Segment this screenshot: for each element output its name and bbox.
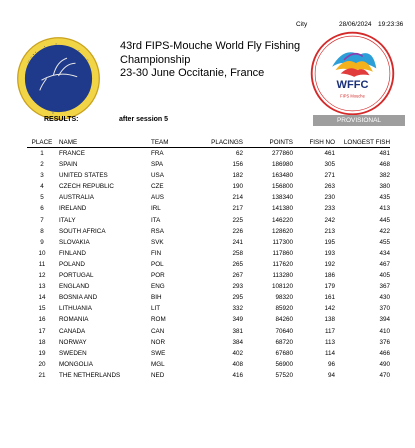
championship-title: [120, 40, 310, 81]
table-row: [27, 226, 390, 237]
name-cell: CZECH REPUBLIC: [59, 183, 114, 191]
team-cell: ROM: [151, 316, 166, 324]
longest-fish-cell: 434: [379, 249, 390, 257]
fish-no-cell: 161: [324, 294, 335, 302]
name-cell: PORTUGAL: [59, 272, 94, 280]
table-row: [27, 237, 390, 248]
points-cell: 70640: [275, 327, 293, 335]
table-row: [27, 159, 390, 170]
team-cell: POR: [151, 272, 165, 280]
points-cell: 156800: [271, 183, 293, 191]
place-cell: 6: [40, 205, 44, 213]
table-row: [27, 192, 390, 203]
name-cell: ENGLAND: [59, 283, 90, 291]
wffc-text: WFFC: [336, 78, 369, 91]
placings-cell: 226: [232, 227, 243, 235]
table-row: [27, 348, 390, 359]
place-cell: 12: [38, 272, 46, 280]
placings-cell: 384: [232, 338, 243, 346]
fish-no-cell: 96: [327, 360, 335, 368]
team-cell: CAN: [151, 327, 165, 335]
longest-fish-cell: 481: [379, 150, 390, 157]
place-cell: 13: [38, 283, 46, 291]
fish-no-cell: 179: [324, 283, 335, 291]
fish-no-cell: 142: [324, 305, 335, 313]
table-row: [27, 314, 390, 325]
placings-cell: 156: [232, 161, 243, 169]
fish-no-cell: 186: [324, 272, 335, 280]
name-cell: ROMANIA: [59, 316, 89, 324]
team-cell: SWE: [151, 349, 166, 357]
logo-text-bottom: de Pêche Sportive Mouche: [30, 94, 87, 115]
placings-cell: 381: [232, 327, 243, 335]
fish-no-cell: 271: [324, 172, 335, 180]
name-cell: ITALY: [59, 216, 76, 224]
place-cell: 11: [38, 260, 46, 268]
col-team: TEAM: [151, 138, 193, 148]
name-cell: FINLAND: [59, 249, 86, 257]
fish-no-cell: 305: [324, 161, 335, 169]
longest-fish-cell: 445: [379, 216, 390, 224]
table-row: [27, 359, 390, 370]
name-cell: POLAND: [59, 260, 85, 268]
points-cell: 67680: [275, 349, 293, 357]
table-row: [27, 181, 390, 192]
table-row: [27, 292, 390, 303]
placings-cell: 182: [232, 172, 243, 180]
points-cell: 117300: [272, 238, 293, 246]
table-row: [27, 270, 390, 281]
points-cell: 84260: [275, 316, 293, 324]
team-cell: SPA: [151, 161, 164, 169]
team-cell: MGL: [151, 360, 165, 368]
name-cell: MONGOLIA: [59, 360, 93, 368]
fish-no-cell: 242: [324, 216, 335, 224]
place-cell: 8: [40, 227, 44, 235]
longest-fish-cell: 467: [379, 260, 390, 268]
name-cell: SOUTH AFRICA: [59, 227, 106, 235]
print-time: 19:23:36: [378, 21, 404, 28]
place-cell: 3: [40, 172, 44, 180]
points-cell: 108120: [271, 283, 293, 291]
placings-cell: 214: [232, 194, 243, 202]
points-cell: 68720: [275, 338, 293, 346]
fish-no-cell: 461: [324, 150, 335, 157]
name-cell: NORWAY: [59, 338, 87, 346]
points-cell: 98320: [275, 294, 293, 302]
points-cell: 146220: [271, 216, 293, 224]
col-place: PLACE: [27, 138, 57, 148]
table-header-row: [27, 138, 390, 148]
team-cell: FRA: [151, 150, 164, 157]
name-cell: SPAIN: [59, 161, 78, 169]
name-cell: LITHUANIA: [59, 305, 92, 313]
results-table: [27, 138, 390, 381]
placings-cell: 332: [232, 305, 243, 313]
fish-no-cell: 138: [324, 316, 335, 324]
points-cell: 117620: [272, 260, 293, 268]
col-name: NAME: [57, 138, 151, 148]
placings-cell: 295: [232, 294, 243, 302]
longest-fish-cell: 466: [379, 349, 390, 357]
points-cell: 113280: [272, 272, 293, 280]
fish-no-cell: 114: [324, 349, 335, 357]
placings-cell: 349: [232, 316, 243, 324]
col-points: POINTS: [243, 138, 293, 148]
team-cell: FIN: [151, 249, 162, 257]
longest-fish-cell: 430: [379, 294, 390, 302]
place-cell: 20: [38, 360, 46, 368]
longest-fish-cell: 470: [379, 371, 390, 379]
longest-fish-cell: 394: [379, 316, 390, 324]
fish-no-cell: 230: [324, 194, 335, 202]
placings-cell: 258: [232, 249, 243, 257]
fish-no-cell: 213: [324, 227, 335, 235]
points-cell: 128620: [271, 227, 293, 235]
table-row: [27, 259, 390, 270]
placings-cell: 416: [232, 371, 243, 379]
longest-fish-cell: 376: [379, 338, 390, 346]
place-cell: 10: [38, 249, 46, 257]
title-dates: 23-30 June Occitanie, France: [120, 67, 265, 79]
place-cell: 19: [38, 349, 46, 357]
placings-cell: 241: [232, 238, 243, 246]
table-row: [27, 326, 390, 337]
points-cell: 277860: [271, 150, 293, 157]
fish-no-cell: 233: [324, 205, 335, 213]
table-row: [27, 281, 390, 292]
team-cell: NED: [151, 371, 165, 379]
place-cell: 18: [38, 338, 46, 346]
table-row: [27, 148, 390, 160]
city-label: City: [296, 21, 308, 28]
longest-fish-cell: 455: [379, 238, 390, 246]
longest-fish-cell: 422: [379, 227, 390, 235]
points-cell: 141380: [271, 205, 293, 213]
wffc-subtext: FIPS Mouche: [340, 93, 365, 99]
longest-fish-cell: 435: [379, 194, 390, 202]
place-cell: 1: [40, 150, 44, 157]
name-cell: SWEDEN: [59, 349, 87, 357]
name-cell: CANADA: [59, 327, 86, 335]
name-cell: AUSTRALIA: [59, 194, 94, 202]
col-placings: PLACINGS: [193, 138, 243, 148]
name-cell: THE NETHERLANDS: [59, 371, 121, 379]
placings-cell: 225: [232, 216, 243, 224]
fish-no-cell: 195: [324, 238, 335, 246]
placings-cell: 267: [232, 272, 243, 280]
team-cell: POL: [151, 260, 164, 268]
table-row: [27, 170, 390, 181]
longest-fish-cell: 382: [379, 172, 390, 180]
place-cell: 7: [40, 216, 44, 224]
place-cell: 5: [40, 194, 44, 202]
placings-cell: 62: [235, 150, 243, 157]
results-bar: [0, 115, 415, 127]
placings-cell: 190: [232, 183, 243, 191]
placings-cell: 265: [232, 260, 243, 268]
placings-cell: 217: [232, 205, 243, 213]
table-row: [27, 248, 390, 259]
place-cell: 9: [40, 238, 44, 246]
place-cell: 21: [38, 371, 46, 379]
place-cell: 4: [40, 183, 44, 191]
longest-fish-cell: 370: [379, 305, 390, 313]
team-cell: ITA: [151, 216, 161, 224]
table-row: [27, 370, 390, 381]
session-label: after session 5: [119, 116, 169, 123]
place-cell: 16: [38, 316, 46, 324]
team-cell: ENG: [151, 283, 165, 291]
name-cell: BOSNIA AND: [59, 294, 98, 302]
team-cell: AUS: [151, 194, 164, 202]
team-cell: USA: [151, 172, 164, 180]
table-row: [27, 203, 390, 214]
place-cell: 17: [38, 327, 46, 335]
longest-fish-cell: 380: [379, 183, 390, 191]
team-cell: NOR: [151, 338, 165, 346]
longest-fish-cell: 367: [379, 283, 390, 291]
col-longest-fish: LONGEST FISH: [335, 138, 390, 148]
table-row: [27, 337, 390, 348]
points-cell: 163480: [271, 172, 293, 180]
fish-no-cell: 117: [324, 327, 335, 335]
name-cell: IRELAND: [59, 205, 87, 213]
wffc-logo: [310, 31, 395, 116]
team-cell: SVK: [151, 238, 164, 246]
fish-no-cell: 193: [324, 249, 335, 257]
col-fish-no: FISH NO: [293, 138, 335, 148]
place-cell: 15: [38, 305, 46, 313]
longest-fish-cell: 410: [379, 327, 390, 335]
points-cell: 186980: [271, 161, 293, 169]
points-cell: 117860: [272, 249, 293, 257]
name-cell: SLOVAKIA: [59, 238, 90, 246]
longest-fish-cell: 405: [379, 272, 390, 280]
fish-no-cell: 113: [324, 338, 335, 346]
place-cell: 2: [40, 161, 44, 169]
placings-cell: 293: [232, 283, 243, 291]
name-cell: FRANCE: [59, 150, 85, 157]
longest-fish-cell: 413: [379, 205, 390, 213]
team-cell: BIH: [151, 294, 162, 302]
placings-cell: 402: [232, 349, 243, 357]
team-cell: CZE: [151, 183, 164, 191]
fish-no-cell: 192: [324, 260, 335, 268]
name-cell: UNITED STATES: [59, 172, 108, 180]
placings-cell: 408: [232, 360, 243, 368]
fips-mouche-logo: [16, 36, 101, 121]
table-row: [27, 303, 390, 314]
team-cell: IRL: [151, 205, 161, 213]
longest-fish-cell: 468: [379, 161, 390, 169]
provisional-badge: PROVISIONAL: [313, 115, 405, 126]
place-cell: 14: [38, 294, 46, 302]
points-cell: 85920: [275, 305, 293, 313]
title-text: 43rd FIPS-Mouche World Fly Fishing Championship: [120, 40, 301, 66]
points-cell: 138340: [271, 194, 293, 202]
fish-no-cell: 263: [324, 183, 335, 191]
team-cell: LIT: [151, 305, 161, 313]
points-cell: 56900: [275, 360, 293, 368]
print-date: 28/06/2024: [339, 21, 372, 28]
results-label: RESULTS:: [44, 116, 79, 123]
points-cell: 57520: [275, 371, 293, 379]
longest-fish-cell: 490: [379, 360, 390, 368]
logo-text-top: Fédération Internationale: [26, 42, 91, 67]
team-cell: RSA: [151, 227, 164, 235]
fish-no-cell: 94: [327, 371, 335, 379]
table-row: [27, 215, 390, 226]
